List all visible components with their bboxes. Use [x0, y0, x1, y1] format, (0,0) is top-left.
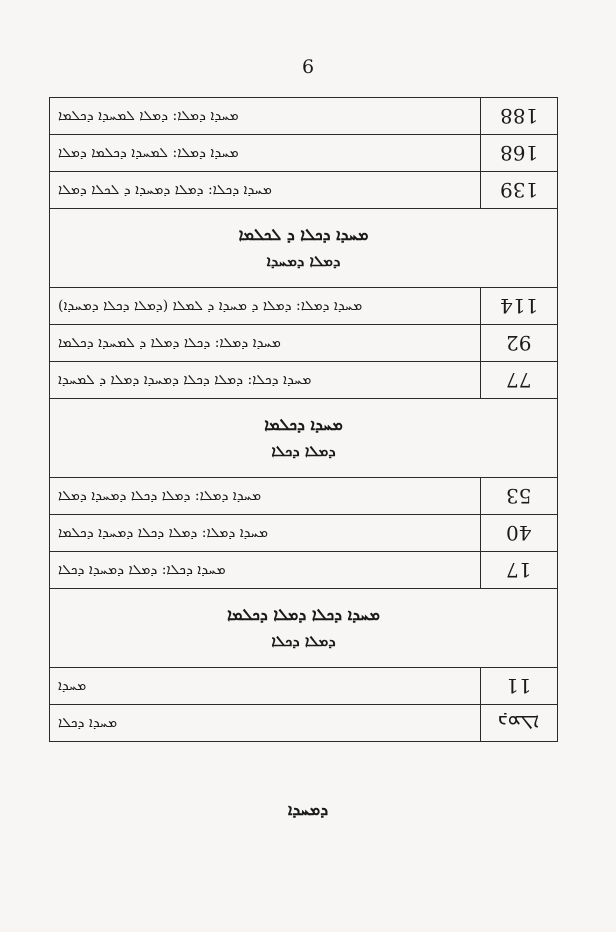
entry-page-cell [481, 668, 558, 705]
entry-page-cell [481, 552, 558, 589]
entry-page-number: 17 [506, 558, 532, 582]
table-row [50, 552, 558, 589]
table-row [50, 478, 558, 515]
entry-title: ܡܚܕܐ ܕܡܠܐ: ܕܡܠܐ ܕܟܠܐ ܕܡܚܕܐ ܕܡܠܐ [50, 478, 481, 515]
entry-title: ܡܚܕܐ ܕܡܠܐ: ܕܟܠܐ ܕܡܠܐ ܕ ܠܡܚܕܐ ܕܟܠܡܐ [50, 325, 481, 362]
section-heading-row [50, 399, 558, 478]
table-row [50, 515, 558, 552]
entry-page-cell [481, 362, 558, 399]
entry-page-cell [481, 288, 558, 325]
table-row [50, 98, 558, 135]
entry-page-cell [481, 135, 558, 172]
table-row [50, 135, 558, 172]
entry-page-cell [481, 98, 558, 135]
entry-title: ܡܚܕܐ ܕܡܠܐ: ܕܡܠܐ ܕ ܡܚܕܐ ܕ ܠܡܠܐ (ܕܡܠܐ ܕܟܠܐ ܕܡܚܕܐ) [50, 288, 481, 325]
entry-title: ܡܚܕܐ ܕܡܠܐ: ܕܡܠܐ ܕܟܠܐ ܕܡܚܕܐ ܕܟܠܡܐ [50, 515, 481, 552]
footer-heading: ܕܡܚܕܐ [287, 800, 329, 819]
page-number: 6 [301, 56, 315, 78]
entry-page-number: 168 [499, 141, 539, 165]
section-heading-cell [50, 399, 558, 478]
entry-title: ܡܚܕܐ ܕܟܠܐ [50, 705, 481, 742]
table-row [50, 288, 558, 325]
section-heading-cell [50, 589, 558, 668]
table-row [50, 325, 558, 362]
entry-page-cell [481, 515, 558, 552]
entry-page-cell [481, 478, 558, 515]
section-title: ܡܚܕܐ ܕܟܠܐ ܕ ܠܟܠܡܐ [238, 225, 369, 244]
section-heading-row [50, 589, 558, 668]
entry-page-cell [481, 705, 558, 742]
entry-page-number: 92 [506, 331, 532, 355]
entry-page-number: 11 [506, 674, 532, 698]
entry-page-number: 77 [506, 368, 532, 392]
table-row [50, 668, 558, 705]
entry-page-number: 114 [499, 294, 539, 318]
table-row [50, 362, 558, 399]
table-row [50, 172, 558, 209]
section-title: ܡܚܕܐ ܕܟܠܐ ܕܡܠܐ ܕܟܠܡܐ [227, 605, 380, 624]
entry-page-cell [481, 325, 558, 362]
section-subtitle: ܕܡܠܐ ܕܟܠܐ [271, 442, 336, 460]
section-heading-cell [50, 209, 558, 288]
section-subtitle: ܕܡܠܐ ܕܟܠܐ [271, 632, 336, 650]
contents-table [49, 97, 558, 742]
entry-title: ܡܚܕܐ [50, 668, 481, 705]
entry-title: ܡܚܕܐ ܕܟܠܐ: ܕܡܠܐ ܕܟܠܐ ܕܡܚܕܐ ܕܡܠܐ ܕ ܠܡܚܕܐ [50, 362, 481, 399]
section-heading-row [50, 209, 558, 288]
entry-page-cell [481, 172, 558, 209]
entry-page-number: 53 [506, 484, 532, 508]
entry-title: ܡܚܕܐ ܕܟܠܐ: ܕܡܠܐ ܕܡܚܕܐ ܕ ܠܟܠܐ ܕܡܠܐ [50, 172, 481, 209]
entry-title: ܡܚܕܐ ܕܡܠܐ: ܕܡܠܐ ܠܡܚܕܐ ܕܟܠܡܐ [50, 98, 481, 135]
entry-page-number: 139 [499, 178, 539, 202]
section-subtitle: ܕܡܠܐ ܕܡܚܕܐ [266, 252, 341, 270]
entry-title: ܡܚܕܐ ܕܟܠܐ: ܕܡܠܐ ܕܡܚܕܐ ܕܟܠܐ [50, 552, 481, 589]
entry-page-number: 188 [499, 104, 539, 128]
table-row [50, 705, 558, 742]
entry-title: ܡܚܕܐ ܕܡܠܐ: ܠܡܚܕܐ ܕܟܠܡܐ ܕܡܠܐ [50, 135, 481, 172]
entry-page-number: 40 [506, 521, 532, 545]
entry-page-number: ܕܡܠܐ [498, 711, 540, 735]
section-title: ܡܚܕܐ ܕܟܠܡܐ [264, 415, 343, 434]
